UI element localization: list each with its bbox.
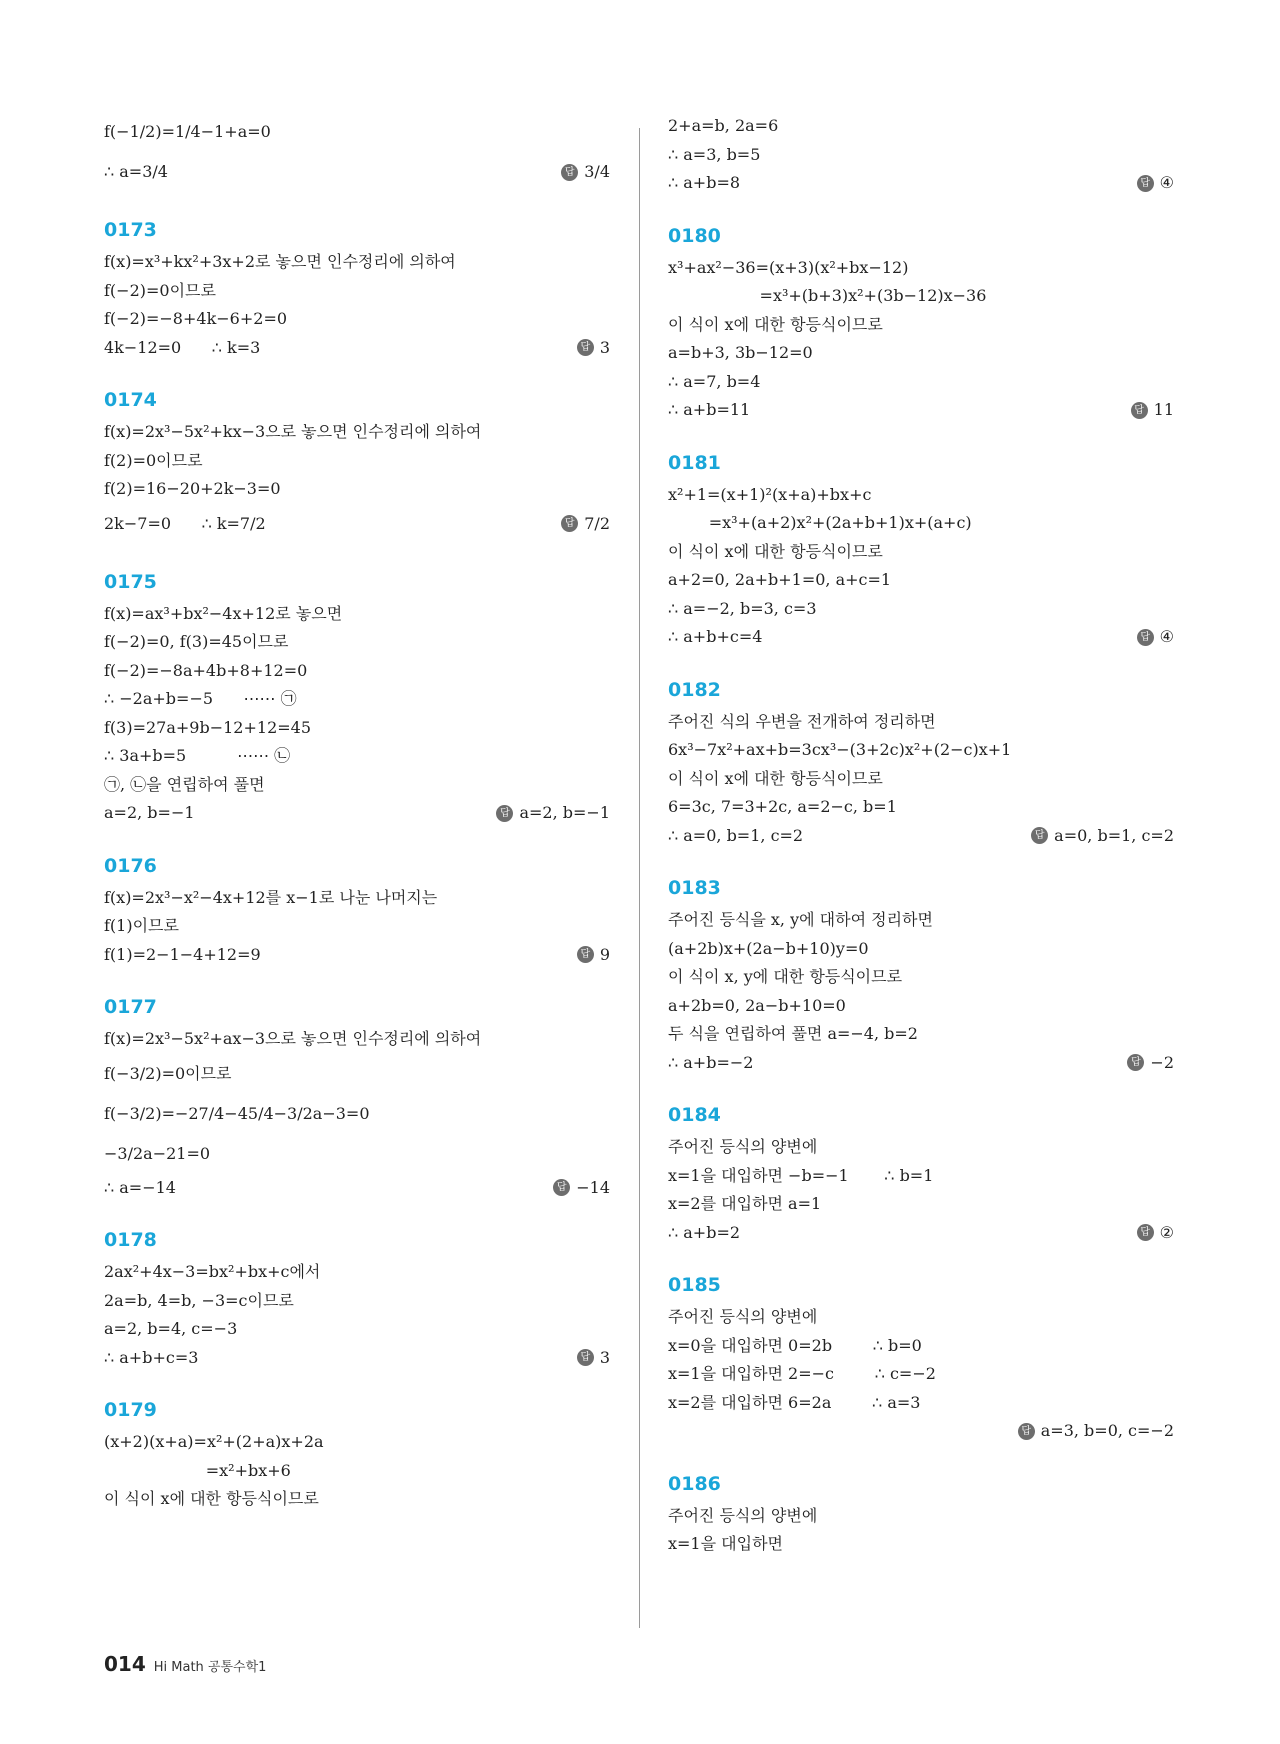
solution-line-text: 2ax²+4x−3=bx²+bx+c에서: [104, 1262, 321, 1281]
solution-line: [668, 481, 1174, 510]
problem-number: 0174: [104, 389, 157, 411]
solution-line-text: (x+2)(x+a)=x²+(2+a)x+2a: [104, 1432, 324, 1451]
solution-line-text: f(x)=2x³−5x²+kx−3으로 놓으면 인수정리에 의하여: [104, 422, 482, 441]
solution-line-text: x=0을 대입하면 0=2b ∴ b=0: [668, 1335, 922, 1355]
solution-line-text: 2a=b, 4=b, −3=c이므로: [104, 1290, 294, 1310]
answer-value: ②: [1159, 1222, 1174, 1242]
problem-number: 0176: [104, 854, 157, 877]
solution-line: [668, 992, 1174, 1021]
solution-line-text: a=b+3, 3b−12=0: [668, 343, 813, 362]
solution-line: [104, 771, 610, 800]
problem-number: 0186: [668, 1472, 721, 1495]
solution-line: [668, 765, 1174, 794]
solution-line-text: f(x)=x³+kx²+3x+2로 놓으면 인수정리에 의하여: [104, 252, 456, 271]
solution-block: [668, 224, 1174, 425]
answer: [1031, 822, 1174, 851]
answer: [577, 334, 610, 363]
solution-line: [104, 1485, 610, 1514]
solution-block: [668, 1103, 1174, 1247]
solution-line: [668, 509, 1174, 538]
solution-line-text: x=1을 대입하면 2=−c ∴ c=−2: [668, 1364, 936, 1383]
solution-line-text: x=1을 대입하면 −b=−1 ∴ b=1: [668, 1165, 934, 1185]
solution-line: [104, 1025, 610, 1054]
solution-line: [668, 141, 1174, 170]
solution-line: [668, 1020, 1174, 1049]
answer-value: −2: [1150, 1052, 1174, 1072]
solution-line-text: f(2)=0이므로: [104, 450, 203, 470]
answer: [577, 941, 610, 970]
solution-line-text: x²+1=(x+1)²(x+a)+bx+c: [668, 484, 872, 504]
answer: [561, 504, 610, 544]
solution-line: [104, 152, 610, 192]
solution-line: [668, 1530, 1174, 1559]
answer-mark-icon: 답: [1018, 1423, 1035, 1440]
solution-line-text: 2+a=b, 2a=6: [668, 116, 779, 135]
solution-line-text: ∴ a+b=11: [668, 400, 751, 419]
solution-line-text: ㉠, ㉡을 연립하여 풀면: [104, 774, 265, 794]
solution-line-text: a=2, b=−1: [104, 803, 195, 822]
solution-line-text: 이 식이 x, y에 대한 항등식이므로: [668, 967, 903, 986]
solution-line: [104, 628, 610, 657]
solution-line-text: f(−3/2)=−27/4−45/4−3/2a−3=0: [104, 1103, 370, 1123]
solution-line: [668, 1332, 1174, 1361]
solution-line: [104, 418, 610, 447]
answer-value: a=2, b=−1: [519, 803, 610, 822]
answer-value: 3: [599, 337, 610, 357]
solution-line-text: ∴ a+b=−2: [668, 1052, 754, 1072]
answer: [577, 1344, 610, 1373]
problem-number: 0177: [104, 996, 157, 1018]
answer-mark-icon: 답: [1137, 1224, 1154, 1241]
solution-line: [104, 1315, 610, 1344]
solution-line: [668, 822, 1174, 851]
solution-line-text: ∴ a+b+c=3: [104, 1347, 199, 1367]
solution-line: [668, 396, 1174, 425]
solution-line-text: 2k−7=0 ∴ k=7/2: [104, 513, 266, 533]
answer-value: 7/2: [584, 513, 610, 533]
solution-line-text: 4k−12=0 ∴ k=3: [104, 337, 261, 357]
solution-line: [104, 1428, 610, 1457]
answer-mark-icon: 답: [553, 1179, 570, 1196]
solution-line-text: ∴ a=−14: [104, 1177, 176, 1197]
solution-line: [668, 1417, 1174, 1446]
solution-line: [104, 742, 610, 771]
answer: [1018, 1417, 1174, 1446]
solution-line-text: f(−2)=0이므로: [104, 280, 216, 300]
left-column: [104, 112, 610, 1540]
solution-block: [668, 876, 1174, 1077]
solution-line-text: ∴ a=3/4: [104, 162, 168, 181]
problem-number: 0178: [104, 1229, 157, 1251]
solution-block: [104, 388, 610, 544]
problem-number: 0183: [668, 877, 721, 899]
page-footer: [104, 1652, 266, 1676]
solution-block: [104, 1228, 610, 1372]
solution-line-text: 이 식이 x에 대한 항등식이므로: [668, 314, 883, 334]
solution-line: [104, 1287, 610, 1316]
solution-block: [104, 854, 610, 970]
solution-line-text: x³+ax²−36=(x+3)(x²+bx−12): [668, 257, 909, 277]
problem-number: 0180: [668, 224, 721, 247]
solution-line-text: 주어진 등식의 양변에: [668, 1505, 818, 1525]
solution-line: [668, 595, 1174, 624]
solution-line: [104, 1174, 610, 1203]
solution-line-text: 주어진 등식의 양변에: [668, 1137, 818, 1156]
problem-number: 0182: [668, 678, 721, 701]
solution-line: [668, 1219, 1174, 1248]
solution-line: [668, 1360, 1174, 1389]
solution-line: [668, 1162, 1174, 1191]
solution-line-text: ∴ a=−2, b=3, c=3: [668, 598, 817, 618]
solution-line: [104, 685, 610, 714]
solution-line: [104, 1134, 610, 1174]
solution-line-text: f(x)=2x³−5x²+ax−3으로 놓으면 인수정리에 의하여: [104, 1029, 482, 1048]
solution-block: [104, 995, 610, 1202]
answer-mark-icon: 답: [1031, 827, 1048, 844]
solution-line-text: 이 식이 x에 대한 항등식이므로: [668, 541, 883, 561]
solution-line: [668, 311, 1174, 340]
solution-line-text: f(x)=2x³−x²−4x+12를 x−1로 나눈 나머지는: [104, 887, 438, 907]
solution-line-text: f(2)=16−20+2k−3=0: [104, 479, 281, 498]
answer: [496, 799, 610, 828]
solution-line-text: 이 식이 x에 대한 항등식이므로: [668, 768, 883, 788]
solution-line-text: −3/2a−21=0: [104, 1143, 211, 1163]
solution-line-text: a+2b=0, 2a−b+10=0: [668, 995, 846, 1015]
solution-line-text: 6=3c, 7=3+2c, a=2−c, b=1: [668, 797, 897, 816]
problem-number: 0173: [104, 219, 157, 241]
solution-line-text: 주어진 등식을 x, y에 대하여 정리하면: [668, 910, 933, 929]
solution-block: [668, 1472, 1174, 1559]
solution-line: [668, 368, 1174, 397]
solution-line-text: a=2, b=4, c=−3: [104, 1319, 238, 1338]
solution-line: [104, 884, 610, 913]
solution-line: [668, 282, 1174, 311]
solution-line: [104, 912, 610, 941]
solution-line-text: f(−1/2)=1/4−1+a=0: [104, 122, 271, 141]
solution-line: [104, 1258, 610, 1287]
answer: [553, 1174, 610, 1203]
solution-block: [668, 678, 1174, 851]
solution-line-text: f(−2)=0, f(3)=45이므로: [104, 632, 289, 651]
answer-value: 3: [599, 1347, 610, 1367]
solution-line: [668, 708, 1174, 737]
solution-block: [668, 112, 1174, 198]
answer-mark-icon: 답: [1137, 629, 1154, 646]
solution-block: [104, 1398, 610, 1514]
answer-value: 3/4: [584, 162, 610, 181]
answer-mark-icon: 답: [561, 164, 578, 181]
solution-line-text: =x²+bx+6: [104, 1460, 291, 1480]
solution-line: [668, 793, 1174, 822]
solution-line-text: =x³+(b+3)x²+(3b−12)x−36: [668, 286, 987, 305]
answer: [1137, 1219, 1174, 1248]
solution-line-text: x=2를 대입하면 a=1: [668, 1194, 822, 1213]
solution-line: [104, 941, 610, 970]
answer-value: 9: [599, 944, 610, 964]
solution-line: [668, 906, 1174, 935]
problem-number: 0175: [104, 570, 157, 593]
solution-line-text: (a+2b)x+(2a−b+10)y=0: [668, 938, 869, 958]
answer-mark-icon: 답: [1131, 402, 1148, 419]
solution-line: [104, 799, 610, 828]
solution-line-text: f(−3/2)=0이므로: [104, 1063, 232, 1083]
solution-block: [668, 1273, 1174, 1446]
answer-value: −14: [576, 1177, 610, 1197]
solution-line: [104, 1094, 610, 1134]
solution-block: [104, 112, 610, 192]
solution-line: [104, 657, 610, 686]
solution-line: [668, 963, 1174, 992]
answer-mark-icon: 답: [561, 515, 578, 532]
solution-line: [668, 935, 1174, 964]
answer: [1137, 623, 1174, 652]
solution-line-text: x=1을 대입하면: [668, 1534, 783, 1553]
solution-block: [104, 218, 610, 362]
solution-line-text: f(1)=2−1−4+12=9: [104, 944, 261, 964]
solution-line: [104, 447, 610, 476]
solution-line: [668, 169, 1174, 198]
solution-line-text: 두 식을 연립하여 풀면 a=−4, b=2: [668, 1024, 918, 1043]
solution-line: [668, 1389, 1174, 1418]
solution-line: [104, 334, 610, 363]
solution-line-text: ∴ −2a+b=−5 ⋯⋯ ㉠: [104, 689, 297, 708]
solution-line: [668, 623, 1174, 652]
solution-line-text: x=2를 대입하면 6=2a ∴ a=3: [668, 1392, 921, 1412]
answer: [561, 152, 610, 192]
solution-line: [668, 538, 1174, 567]
solution-line: [104, 714, 610, 743]
page-number: 014: [104, 1652, 146, 1676]
solution-line: [104, 600, 610, 629]
answer-mark-icon: 답: [1137, 175, 1154, 192]
solution-line: [104, 1054, 610, 1094]
solution-line: [104, 1344, 610, 1373]
solution-line-text: f(3)=27a+9b−12+12=45: [104, 717, 312, 737]
solution-line-text: ∴ a=0, b=1, c=2: [668, 825, 804, 845]
solution-line-text: ∴ a+b=8: [668, 173, 741, 192]
solution-line-text: ∴ a=3, b=5: [668, 144, 761, 164]
solution-line: [104, 112, 610, 152]
solution-line-text: 주어진 등식의 양변에: [668, 1307, 818, 1326]
answer-value: a=0, b=1, c=2: [1054, 825, 1174, 845]
solution-line: [104, 277, 610, 306]
right-column: [668, 112, 1174, 1585]
solution-line: [668, 1303, 1174, 1332]
solution-line-text: f(−2)=−8a+4b+8+12=0: [104, 660, 308, 680]
answer-value: ④: [1159, 173, 1174, 192]
solution-line-text: f(1)이므로: [104, 916, 179, 935]
solution-line: [104, 248, 610, 277]
answer-mark-icon: 답: [577, 946, 594, 963]
solution-line-text: ∴ a+b=2: [668, 1222, 741, 1242]
solution-line: [668, 566, 1174, 595]
solution-line-text: f(x)=ax³+bx²−4x+12로 놓으면: [104, 603, 343, 623]
column-divider: [639, 128, 640, 1628]
problem-number: 0179: [104, 1399, 157, 1421]
solution-line: [668, 112, 1174, 141]
answer: [1131, 396, 1174, 425]
problem-number: 0184: [668, 1104, 721, 1126]
problem-number: 0181: [668, 451, 721, 474]
solution-line-text: ∴ a=7, b=4: [668, 371, 761, 391]
solution-line: [104, 475, 610, 504]
answer-mark-icon: 답: [1127, 1054, 1144, 1071]
solution-block: [104, 570, 610, 828]
answer-value: a=3, b=0, c=−2: [1040, 1421, 1174, 1440]
answer-value: ④: [1159, 627, 1174, 646]
solution-line-text: 주어진 식의 우변을 전개하여 정리하면: [668, 711, 936, 731]
solution-line-text: 이 식이 x에 대한 항등식이므로: [104, 1489, 319, 1508]
problem-number: 0185: [668, 1274, 721, 1296]
answer: [1137, 169, 1174, 198]
solution-line: [104, 1457, 610, 1486]
solution-line: [668, 339, 1174, 368]
answer-mark-icon: 답: [496, 805, 513, 822]
solution-line-text: 6x³−7x²+ax+b=3cx³−(3+2c)x²+(2−c)x+1: [668, 740, 1012, 759]
answer-mark-icon: 답: [577, 1349, 594, 1366]
solution-line: [668, 1133, 1174, 1162]
solution-line: [668, 1049, 1174, 1078]
book-title: Hi Math 공통수학1: [153, 1660, 267, 1675]
solution-line: [668, 1502, 1174, 1531]
solution-line: [104, 504, 610, 544]
solution-line: [668, 736, 1174, 765]
solution-line-text: ∴ a+b+c=4: [668, 627, 763, 646]
solution-line: [668, 1190, 1174, 1219]
solution-line: [668, 254, 1174, 283]
answer: [1127, 1049, 1174, 1078]
solution-line-text: ∴ 3a+b=5 ⋯⋯ ㉡: [104, 746, 291, 765]
answer-mark-icon: 답: [577, 339, 594, 356]
solution-line-text: a+2=0, 2a+b+1=0, a+c=1: [668, 570, 892, 589]
solution-line-text: f(−2)=−8+4k−6+2=0: [104, 309, 288, 328]
solution-line-text: =x³+(a+2)x²+(2a+b+1)x+(a+c): [668, 513, 972, 532]
solution-block: [668, 451, 1174, 652]
solution-line: [104, 305, 610, 334]
answer-value: 11: [1153, 400, 1174, 419]
